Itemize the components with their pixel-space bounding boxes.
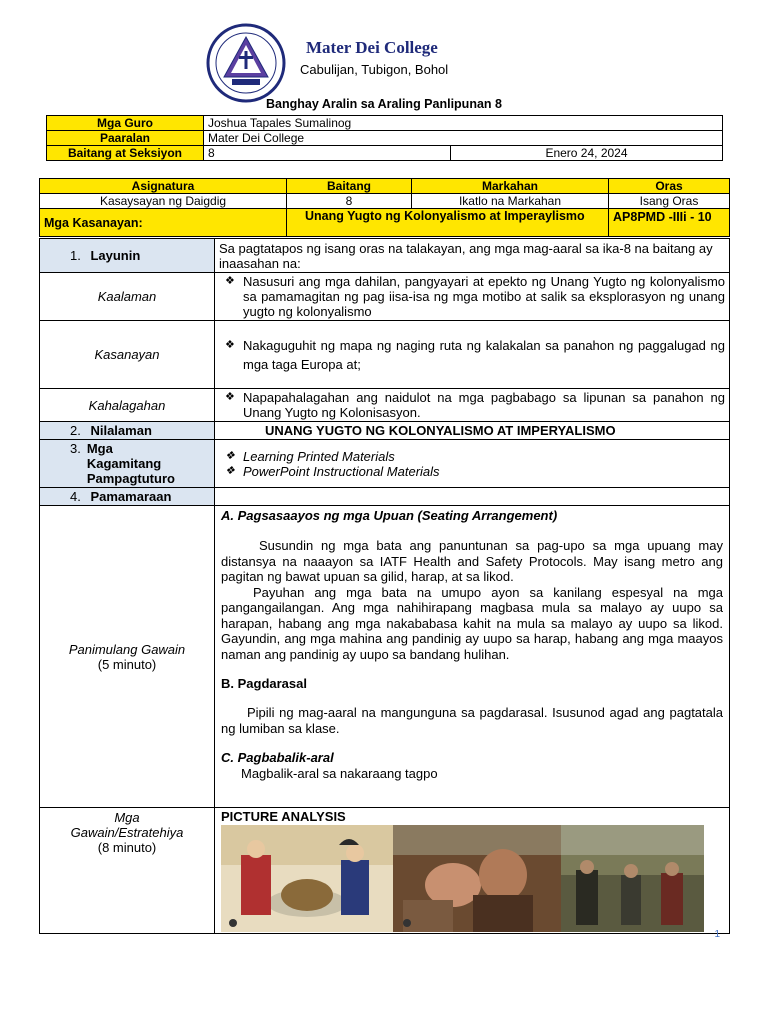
kasanayan-topic: Unang Yugto ng Kolonyalismo at Imperaylismo bbox=[287, 209, 609, 237]
diamond-bullet-icon: ❖ bbox=[225, 338, 235, 351]
baitang-seksiyon-value: 8 bbox=[204, 146, 451, 161]
markahan-value: Ikatlo na Markahan bbox=[412, 194, 609, 209]
nilalaman-num: 2. bbox=[70, 423, 81, 438]
kagamitan-item-1: Learning Printed Materials bbox=[243, 448, 395, 464]
kahalagahan-cell bbox=[215, 389, 730, 422]
kasanayan-label: Mga Kasanayan: bbox=[40, 209, 287, 237]
panimula-time: (5 minuto) bbox=[97, 656, 157, 672]
kagamitan-cell bbox=[215, 440, 730, 488]
battle-painting-image bbox=[393, 825, 561, 932]
page-number: 1 bbox=[714, 929, 720, 940]
kasanayan-code-cell bbox=[609, 209, 730, 237]
section-a-paragraph-1: Susundin ng mga bata ang panuntunan sa pag-upo sa mga upuang may distansya na naaayon sa IATF Health and Safety Protocols. May isang metro ang pagitan ng bawat upuan sa gilid, harap, at sa likod. bbox=[221, 538, 723, 584]
baitang-seksiyon-label: Baitang at Seksiyon bbox=[47, 146, 204, 161]
guro-value: Joshua Tapales Sumalinog bbox=[204, 116, 723, 131]
markahan-header: Markahan bbox=[412, 179, 609, 194]
pamamaraan-label-cell bbox=[40, 488, 215, 506]
subject-table bbox=[39, 178, 730, 237]
baitang-header: Baitang bbox=[287, 179, 412, 194]
panimula-label-cell bbox=[40, 506, 215, 808]
section-a-title: A. Pagsasaayos ng mga Upuan (Seating Arrangement) bbox=[221, 508, 558, 523]
kagamitan-num: 3. bbox=[70, 441, 81, 456]
section-b-title: B. Pagdarasal bbox=[221, 676, 307, 691]
lesson-plan-table bbox=[39, 238, 730, 934]
conquistadors-painting-image bbox=[561, 825, 704, 932]
diamond-bullet-icon: ❖ bbox=[225, 464, 235, 477]
kaalaman-label: Kaalaman bbox=[40, 273, 215, 321]
oras-header: Oras bbox=[609, 179, 730, 194]
kahalagahan-text: Napapahalagahan ang naidulot na mga pagbabago sa lipunan sa panahon ng Unang Yugto ng Kolonisasyon. bbox=[243, 390, 725, 420]
pamamaraan-num: 4. bbox=[70, 489, 81, 504]
kagamitan-label-cell bbox=[40, 440, 215, 488]
asignatura-header: Asignatura bbox=[40, 179, 287, 194]
guro-label: Mga Guro bbox=[47, 116, 204, 131]
layunin-num: 1. bbox=[70, 248, 81, 263]
kasanayan-objective-label: Kasanayan bbox=[40, 321, 215, 389]
college-seal-logo bbox=[206, 23, 286, 103]
panimula-content bbox=[215, 506, 730, 808]
kasanayan-objective-text: Nakaguguhit ng mapa ng naging ruta ng kalakalan sa panahon ng paggalugad ng mga taga Europa at; bbox=[243, 337, 725, 372]
layunin-label: Layunin bbox=[90, 248, 141, 263]
gawain-content bbox=[215, 808, 730, 934]
date-value: Enero 24, 2024 bbox=[451, 146, 723, 161]
oras-value: Isang Oras bbox=[609, 194, 730, 209]
baitang-value: 8 bbox=[287, 194, 412, 209]
nilalaman-text: UNANG YUGTO NG KOLONYALISMO AT IMPERYALISMO bbox=[215, 422, 730, 440]
paaralan-value: Mater Dei College bbox=[204, 131, 723, 146]
picture-analysis-title: PICTURE ANALYSIS bbox=[221, 809, 346, 824]
section-c-paragraph: Magbalik-aral sa nakaraang tagpo bbox=[241, 766, 438, 781]
teacher-info-table bbox=[46, 115, 723, 161]
kagamitan-label: Mga Kagamitang Pampagtuturo bbox=[86, 441, 175, 486]
layunin-label-cell bbox=[40, 239, 215, 273]
nilalaman-label: Nilalaman bbox=[90, 423, 152, 438]
gawain-label: Mga Gawain/Estratehiya bbox=[70, 810, 184, 840]
kaalaman-text: Nasusuri ang mga dahilan, pangyayari at epekto ng Unang Yugto ng kolonyalismo sa pamamagitan ng pag iisa-isa ng mga motibo at salik sa eksplorasyon ng unang yugto ng kolonyalismo bbox=[243, 274, 725, 319]
gawain-time: (8 minuto) bbox=[97, 840, 157, 855]
panimula-label: Panimulang Gawain bbox=[68, 641, 186, 657]
layunin-text: Sa pagtatapos ng isang oras na talakayan, ang mga mag-aaral sa ika-8 na baitang ay inaasahan na: bbox=[215, 239, 730, 273]
diamond-bullet-icon: ❖ bbox=[225, 449, 235, 462]
diamond-bullet-icon: ❖ bbox=[225, 275, 235, 287]
lesson-plan-title: Banghay Aralin sa Araling Panlipunan 8 bbox=[266, 97, 502, 111]
gawain-label-cell bbox=[40, 808, 215, 934]
section-c-title: C. Pagbabalik-aral bbox=[221, 750, 334, 765]
kasanayan-code: AP8PMD -IIIi - 10 bbox=[613, 210, 712, 224]
kagamitan-item-2: PowerPoint Instructional Materials bbox=[243, 463, 440, 479]
diamond-bullet-icon: ❖ bbox=[225, 391, 235, 403]
kaalaman-cell bbox=[215, 273, 730, 321]
paaralan-label: Paaralan bbox=[47, 131, 204, 146]
nilalaman-label-cell bbox=[40, 422, 215, 440]
asignatura-value: Kasaysayan ng Daigdig bbox=[40, 194, 287, 209]
section-a-paragraph-2: Payuhan ang mga bata na umupo ayon sa kanilang espesyal na mga pangangailangan. Ang mga nahihirapang magbasa mula sa malayo ay uupo sa harapan, habang ang mga nakababasa kahit na mula sa malayo ay uupo sa likod. Gayundin, ang mga mahina ang pandinig ay uupo sa harap, habang ang mga maayos naman ang pandinig ay uupo sa bandang hulihan. bbox=[221, 584, 723, 662]
section-b-paragraph: Pipili ng mag-aaral na mangunguna sa pagdarasal. Isusunod agad ang pagtatala ng lumiban sa klase. bbox=[221, 705, 723, 736]
political-cartoon-image bbox=[221, 825, 393, 932]
pamamaraan-empty bbox=[215, 488, 730, 506]
kahalagahan-label: Kahalagahan bbox=[40, 389, 215, 422]
college-address: Cabulijan, Tubigon, Bohol bbox=[300, 62, 449, 77]
kasanayan-cell bbox=[215, 321, 730, 389]
college-name: Mater Dei College bbox=[306, 38, 438, 57]
pamamaraan-label: Pamamaraan bbox=[90, 489, 172, 504]
